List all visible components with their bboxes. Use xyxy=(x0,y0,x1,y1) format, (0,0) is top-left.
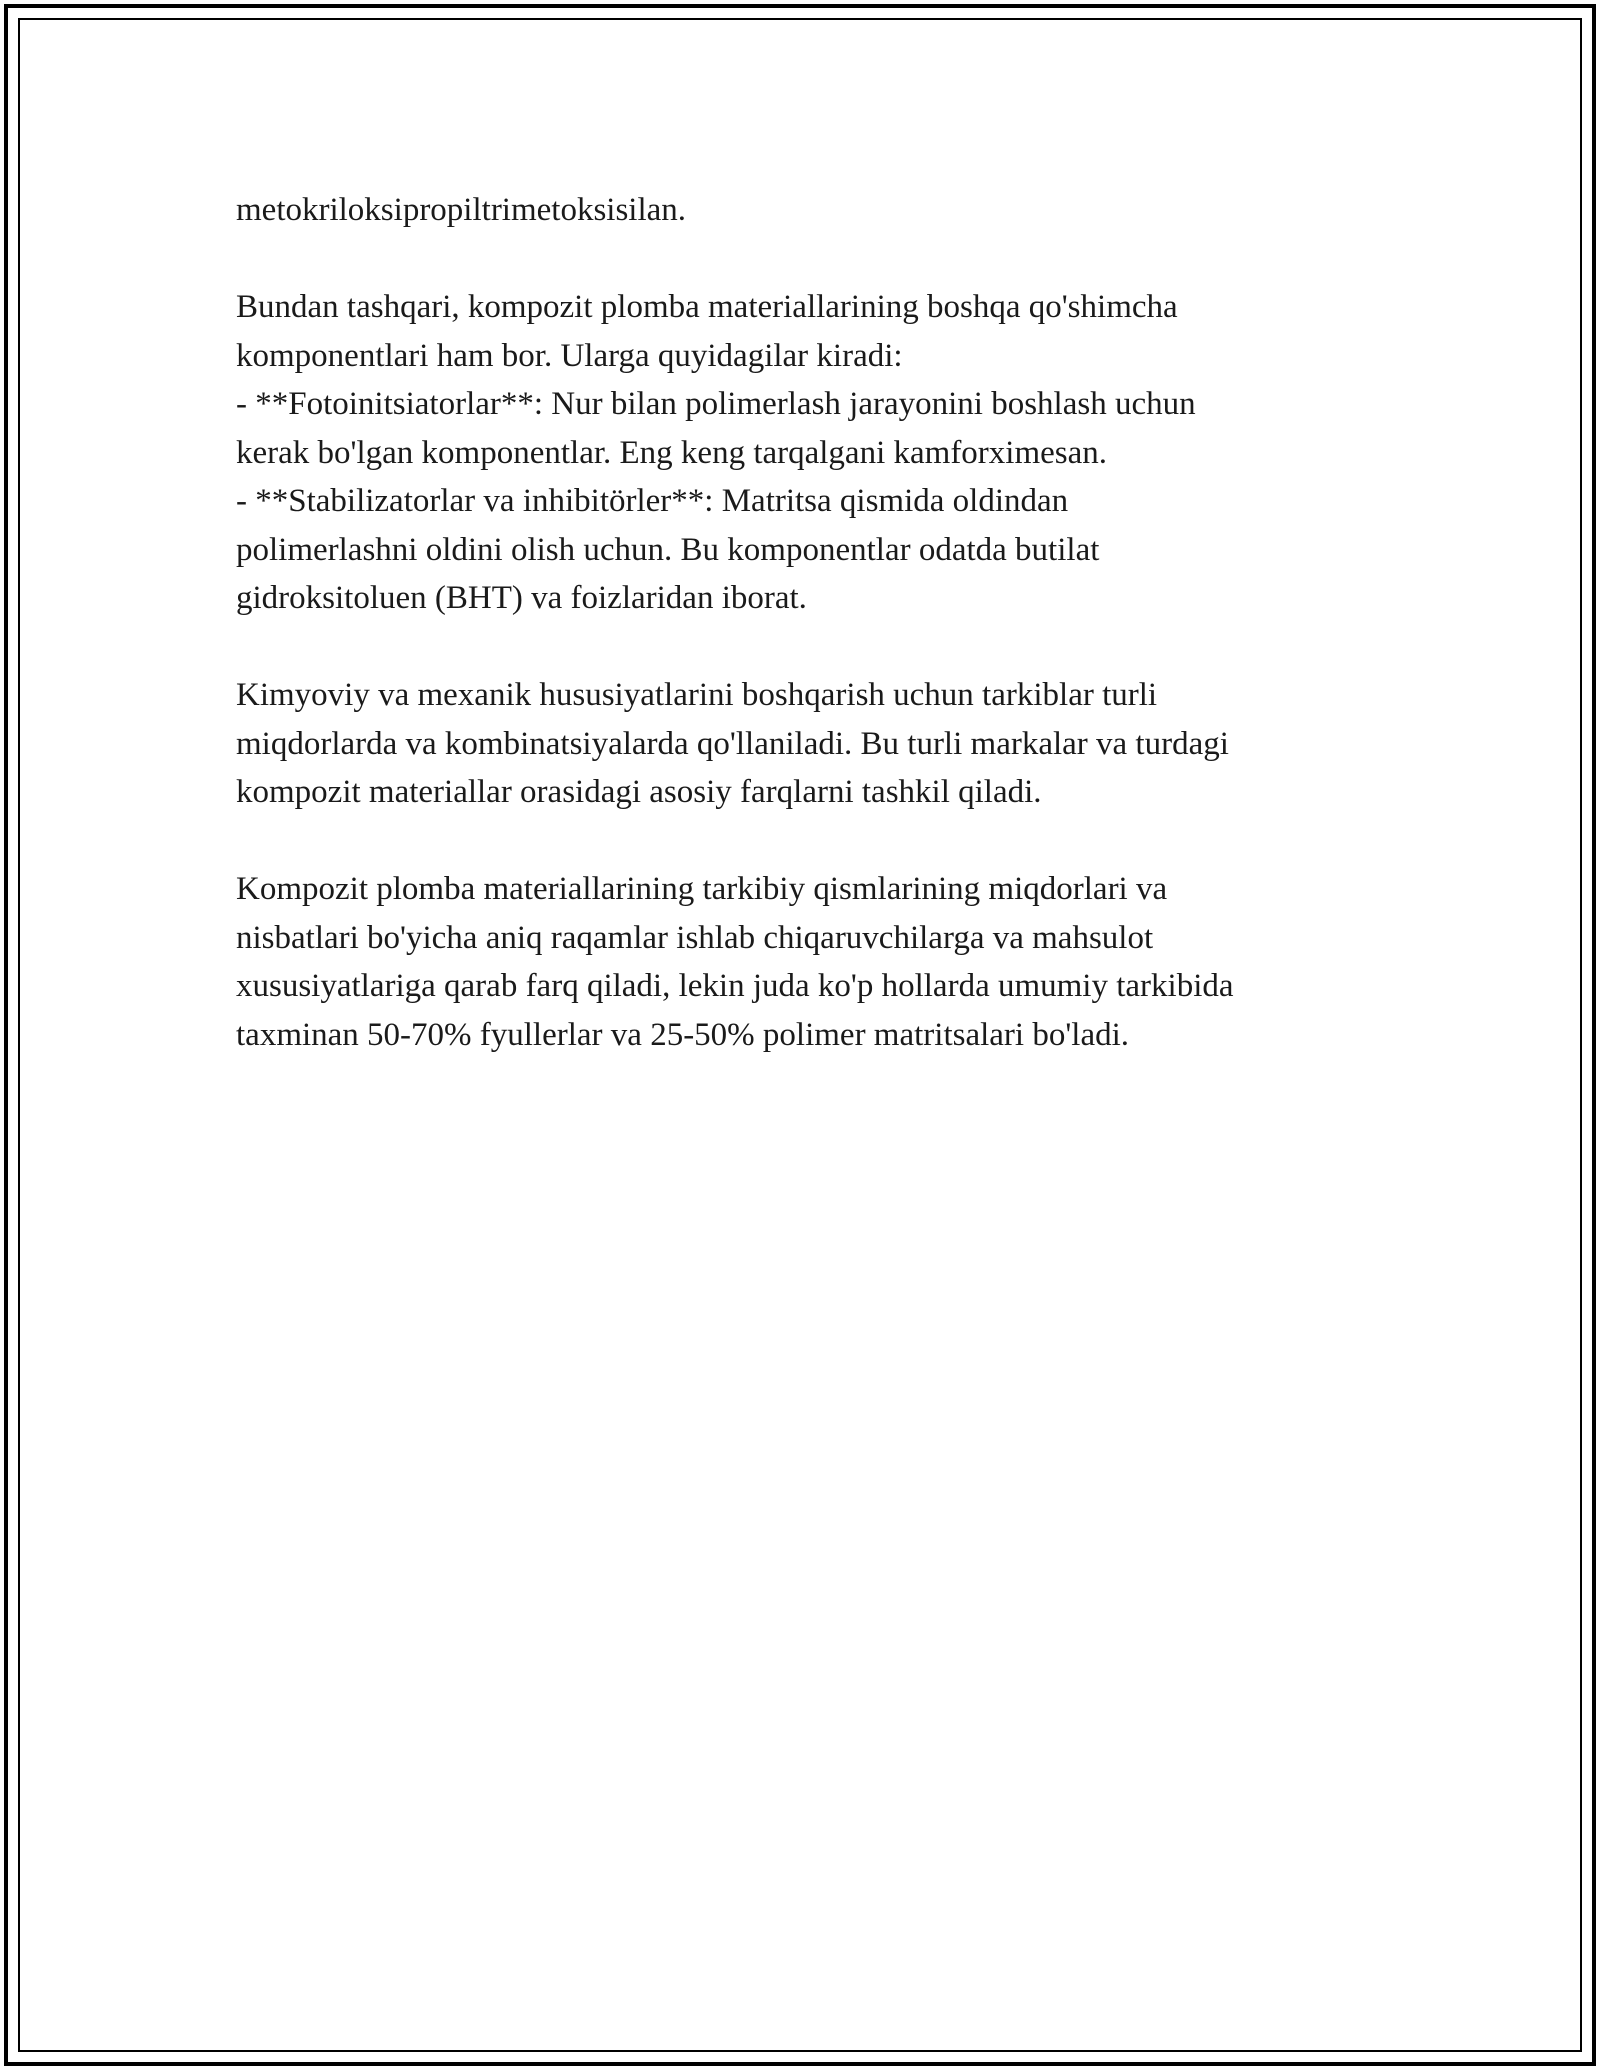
document-body xyxy=(236,186,1376,1108)
paragraph-3: Kimyoviy va mexanik hususiyatlarini boshqarish uchun tarkiblar turli miqdorlarda va kombinatsiyalarda qo'llaniladi. Bu turli markalar va turdagi kompozit materiallar orasidagi asosiy farqlarni tashkil qiladi. xyxy=(236,677,1229,810)
paragraph-4: Kompozit plomba materiallarining tarkibiy qismlarining miqdorlari va nisbatlari bo'yicha aniq raqamlar ishlab chiqaruvchilarga va mahsulot xususiyatlariga qarab farq qiladi, lekin juda ko'p hollarda umumiy tarkibida taxminan 50-70% fyullerlar va 25-50% polimer matritsalari bo'ladi. xyxy=(236,871,1234,1053)
paragraph-2: Bundan tashqari, kompozit plomba materiallarining boshqa qo'shimcha komponentlari ham bor. Ularga quyidagilar kiradi: - **Fotoinitsiatorlar**: Nur bilan polimerlash jarayonini boshlash uchun kerak bo'lgan komponentlar. Eng keng tarqalgani kamforximesan. - **Stabilizatorlar va inhibitörler**: Matritsa qismida oldindan polimerlashni oldini olish uchun. Bu komponentlar odatda butilat gidroksitoluen (BHT) va foizlaridan iborat. xyxy=(236,289,1196,616)
paragraph-1: metokriloksipropiltrimetoksisilan. xyxy=(236,192,687,228)
